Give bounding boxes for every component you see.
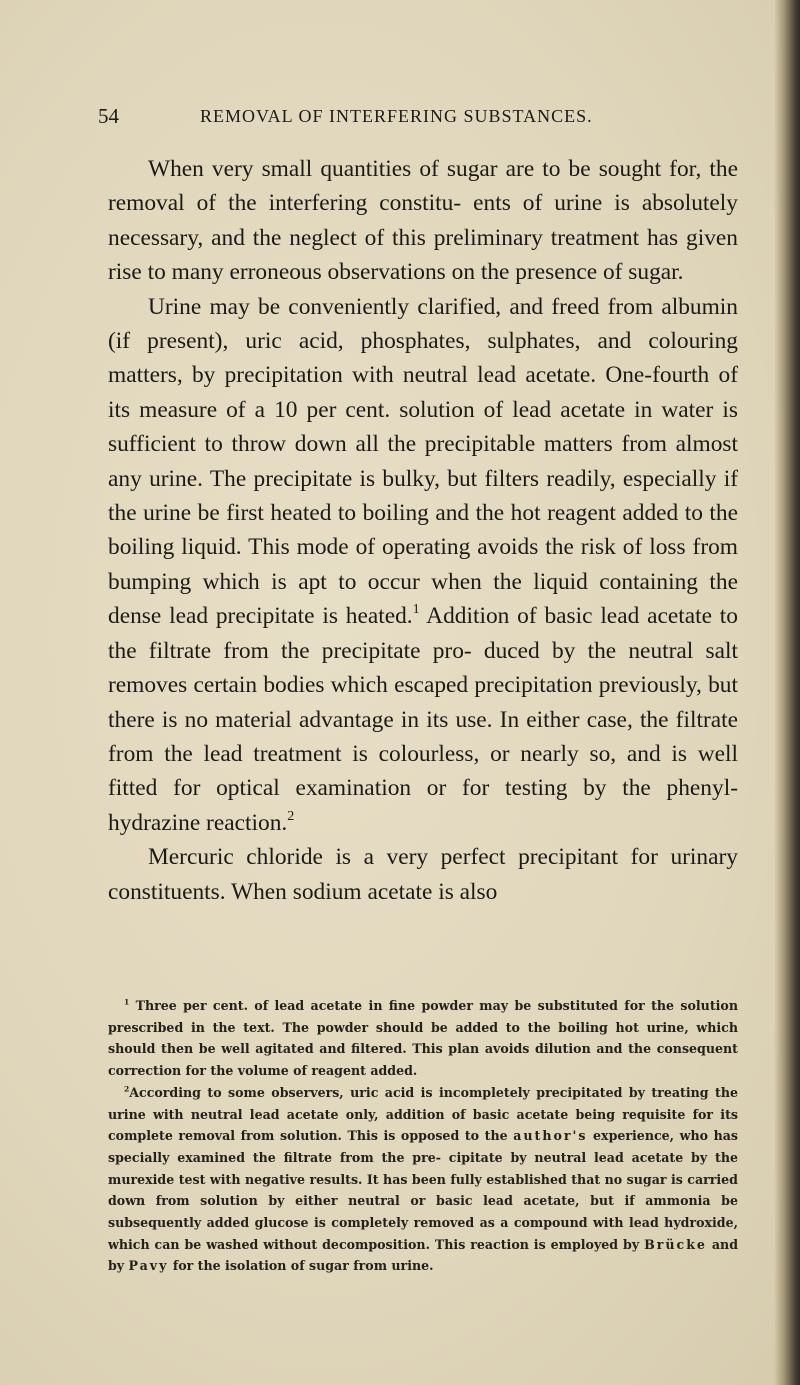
footnote-ref-2: 2	[287, 807, 295, 824]
running-head: REMOVAL OF INTERFERING SUBSTANCES.	[200, 106, 593, 126]
footnote-2-text-b: experience, who has specially examined the filtrate from the pre- cipitate by neutral lead acetate by the murexide test with negative results. It has been fully established that no sugar is carried down from solution by either neutral or basic lead acetate, but if ammonia be subsequently added glucose is completely removed as a compound with lead hydroxide, which can be washed without decomposition. This reaction is employed by	[108, 1128, 738, 1252]
footnote-2-marker: 2	[124, 1084, 130, 1094]
footnote-2-name-pavy: Pavy	[128, 1258, 169, 1274]
footnote-2-author: author's	[513, 1128, 588, 1144]
footnote-2-text-c: and by	[108, 1236, 738, 1274]
paragraph-1: When very small quantities of sugar are to be sought for, the removal of the interfering constitu- ents of urine is absolutely necessary, and the neglect of this preliminary treatment has given rise to many erroneous observations on the presence of sugar.	[108, 156, 738, 286]
footnote-1-text: Three per cent. of lead acetate in fine powder may be substituted for the solution prescribed in the text. The powder should be added to the boiling hot urine, which should then be well agitated and filtered. This plan avoids dilution and the consequent correction for the volume of reagent added.	[108, 998, 738, 1079]
footnote-ref-1: 1	[412, 601, 420, 618]
page-number: 54	[98, 104, 119, 128]
footnotes	[108, 995, 738, 1277]
body-text	[108, 152, 738, 909]
page-header	[98, 104, 658, 132]
footnote-2-text-d: for the isolation of sugar from urine.	[168, 1258, 434, 1274]
paragraph-3: Mercuric chloride is a very perfect precipitant for urinary constituents. When sodium acetate is also	[108, 844, 738, 905]
footnote-2-text-a: According to some observers, uric acid is incompletely precipitated by treating the urine with neutral lead acetate only, addition of basic acetate being requisite for its complete removal from solution. This is opposed to the	[108, 1084, 738, 1144]
paragraph-2-part-b: Addition of basic lead acetate to the filtrate from the precipitate pro- duced by the neutral salt removes certain bodies which escaped precipitation previously, but there is no material advantage in its use. In either case, the filtrate from the lead treatment is colourless, or nearly so, and is well fitted for optical examination or for testing by the phenyl-hydrazine reaction.	[108, 603, 738, 836]
footnote-1	[108, 995, 738, 1082]
paragraph-2-part-a: Urine may be conveniently clarified, and freed from albumin (if present), uric acid, phosphates, sulphates, and colouring matters, by precipitation with neutral lead acetate. One-fourth of its measure of a 10 per cent. solution of lead acetate in water is sufficient to throw down all the precipitable matters from almost any urine. The precipitate is bulky, but filters readily, especially if the urine be first heated to boiling and the hot reagent added to the boiling liquid. This mode of operating avoids the risk of loss from bumping which is apt to occur when the liquid containing the dense lead precipitate is heated.	[108, 293, 738, 630]
footnote-2-name-brucke: Brücke	[644, 1236, 707, 1252]
footnote-1-marker: 1	[124, 997, 130, 1007]
page-binding-edge	[774, 0, 800, 1385]
footnote-2	[108, 1082, 738, 1277]
paragraph-2	[108, 290, 738, 841]
